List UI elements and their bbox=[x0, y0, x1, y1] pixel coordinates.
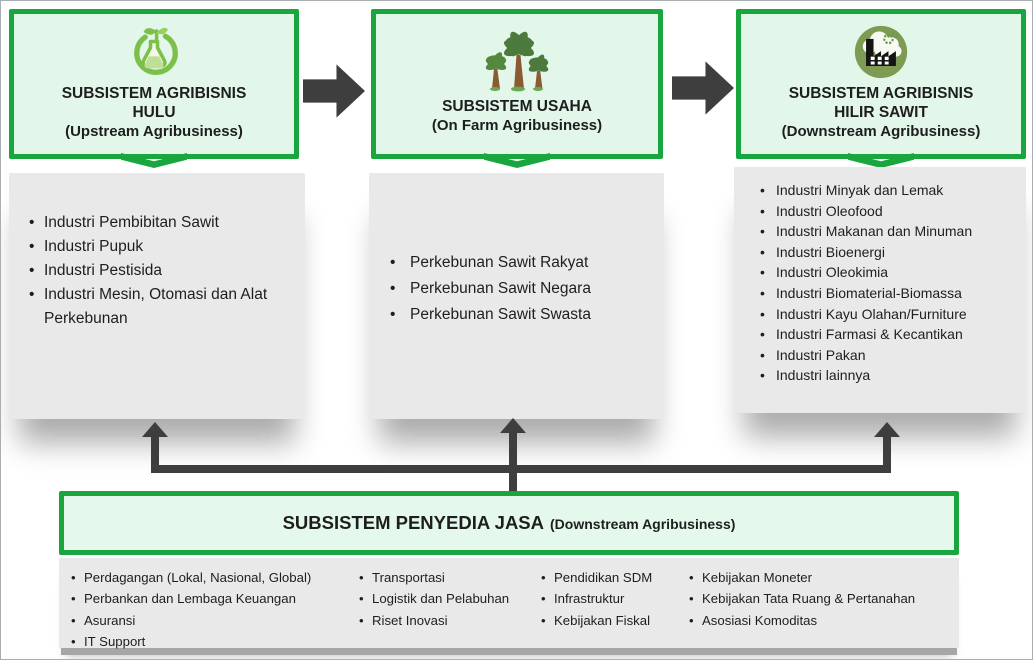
service-column-education-infra bbox=[541, 567, 689, 648]
list-item: • Industri Pembibitan Sawit bbox=[29, 211, 295, 235]
box-title-line1: SUBSISTEM AGRIBISNIS bbox=[788, 84, 974, 102]
service-subsystem-box bbox=[59, 491, 959, 555]
list-item: • Kebijakan Fiskal bbox=[541, 610, 689, 631]
list-item: • Asosiasi Komoditas bbox=[689, 610, 953, 631]
box-title-line2: HILIR SAWIT bbox=[834, 103, 928, 121]
service-providers-panel bbox=[59, 558, 959, 648]
service-box-title: SUBSISTEM PENYEDIA JASA bbox=[282, 512, 545, 533]
list-item: • Industri Pupuk bbox=[29, 235, 295, 259]
up-arrow-icon bbox=[874, 422, 900, 437]
connector-stem-middle bbox=[509, 432, 517, 491]
palm-trees-icon bbox=[480, 29, 554, 93]
downstream-industries-list bbox=[760, 180, 1022, 386]
list-item: • Industri Oleofood bbox=[760, 201, 1022, 222]
box-subtitle: (On Farm Agribusiness) bbox=[431, 117, 603, 134]
box-title-line1: SUBSISTEM AGRIBISNIS bbox=[61, 84, 247, 102]
list-item: • Pendidikan SDM bbox=[541, 567, 689, 588]
right-arrow-icon bbox=[672, 59, 734, 117]
list-item: • Logistik dan Pelabuhan bbox=[359, 588, 541, 609]
list-item: • IT Support bbox=[71, 631, 359, 652]
up-arrow-icon bbox=[142, 422, 168, 437]
list-item: • Industri Oleokimia bbox=[760, 262, 1022, 283]
factory-icon bbox=[853, 24, 909, 80]
list-item: • Infrastruktur bbox=[541, 588, 689, 609]
list-item: • Asuransi bbox=[71, 610, 359, 631]
service-column-finance-trade bbox=[71, 567, 359, 648]
list-item: • Perbankan dan Lembaga Keuangan bbox=[71, 588, 359, 609]
list-item: • Industri Pakan bbox=[760, 345, 1022, 366]
up-arrow-icon bbox=[500, 418, 526, 433]
service-box-subtitle: (Downstream Agribusiness) bbox=[550, 516, 736, 532]
box-title-line2: HULU bbox=[132, 103, 176, 121]
box-notch bbox=[848, 153, 914, 168]
box-subtitle: (Downstream Agribusiness) bbox=[781, 122, 981, 140]
connector-horizontal-line bbox=[151, 465, 891, 473]
list-item: • Riset Inovasi bbox=[359, 610, 541, 631]
list-item: • Industri Farmasi & Kecantikan bbox=[760, 324, 1022, 345]
list-item: • Industri Mesin, Otomasi dan Alat Perkebunan bbox=[29, 283, 295, 331]
list-item: • Industri Makanan dan Minuman bbox=[760, 221, 1022, 242]
list-item: • Industri Bioenergi bbox=[760, 242, 1022, 263]
list-item: • Kebijakan Moneter bbox=[689, 567, 953, 588]
list-item: • Transportasi bbox=[359, 567, 541, 588]
upstream-subsystem-box bbox=[9, 9, 299, 159]
downstream-industries-panel bbox=[734, 167, 1026, 413]
list-item: • Perkebunan Sawit Swasta bbox=[387, 302, 591, 328]
connector-stem-right bbox=[883, 436, 891, 465]
list-item: • Industri Biomaterial-Biomassa bbox=[760, 283, 1022, 304]
service-column-logistics bbox=[359, 567, 541, 648]
connector-stem-left bbox=[151, 436, 159, 465]
service-column-policy bbox=[689, 567, 953, 648]
box-subtitle: (Upstream Agribusiness) bbox=[65, 122, 243, 140]
list-item: • Kebijakan Tata Ruang & Pertanahan bbox=[689, 588, 953, 609]
list-item: • Industri lainnya bbox=[760, 365, 1022, 386]
list-item: • Perkebunan Sawit Rakyat bbox=[387, 250, 591, 276]
upstream-industries-panel bbox=[9, 173, 305, 419]
box-notch bbox=[121, 153, 187, 168]
list-item: • Industri Pestisida bbox=[29, 259, 295, 283]
plantation-types-list bbox=[387, 250, 591, 328]
upstream-industries-list bbox=[29, 211, 295, 331]
list-item: • Industri Minyak dan Lemak bbox=[760, 180, 1022, 201]
box-title-line1: SUBSISTEM USAHA bbox=[442, 98, 592, 115]
right-arrow-icon bbox=[303, 62, 365, 120]
plantation-types-panel bbox=[369, 173, 664, 419]
onfarm-subsystem-box bbox=[371, 9, 663, 159]
list-item: • Industri Kayu Olahan/Furniture bbox=[760, 304, 1022, 325]
downstream-subsystem-box bbox=[736, 9, 1026, 159]
box-notch bbox=[484, 153, 550, 168]
list-item: • Perkebunan Sawit Negara bbox=[387, 276, 591, 302]
list-item: • Perdagangan (Lokal, Nasional, Global) bbox=[71, 567, 359, 588]
flask-plant-icon bbox=[126, 24, 182, 80]
